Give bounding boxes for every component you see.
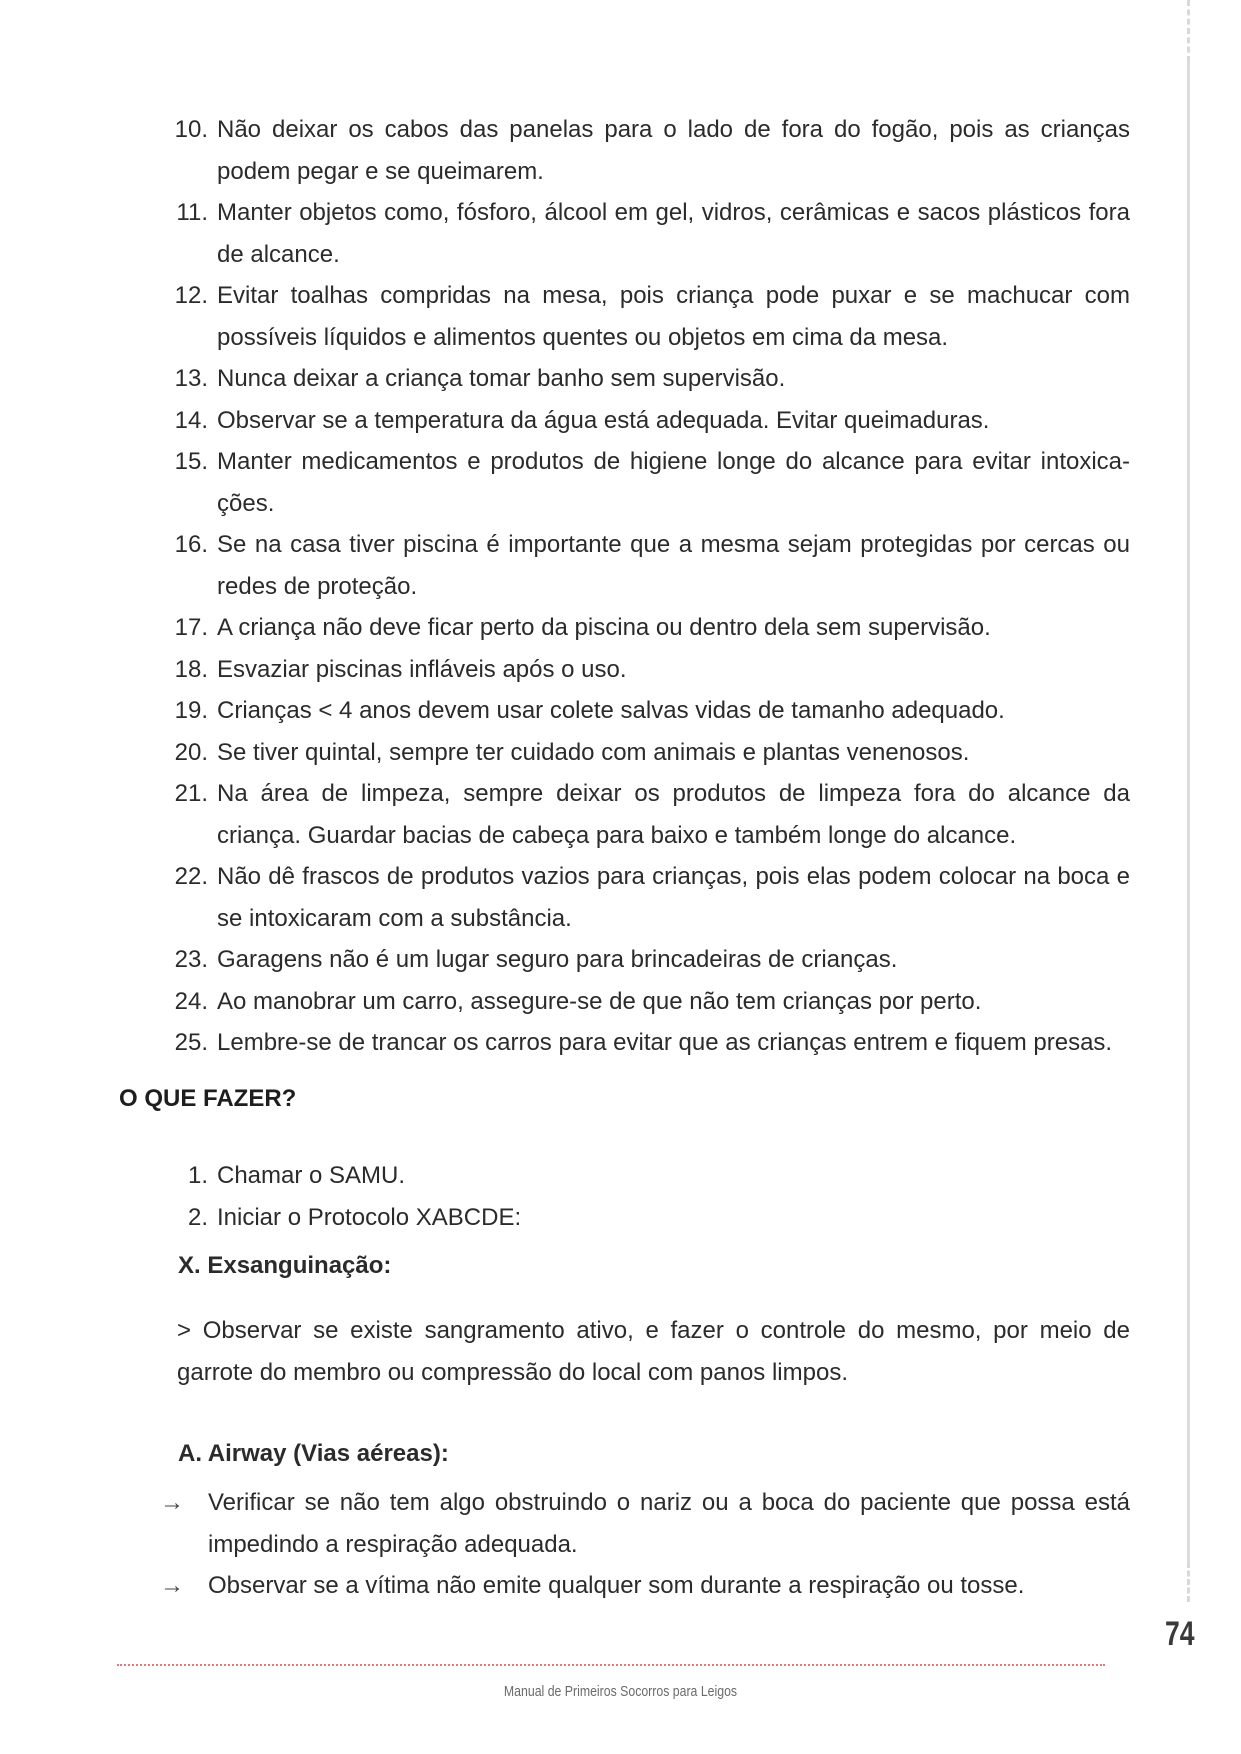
step-number: 2. (187, 1203, 208, 1231)
list-item (120, 400, 1130, 442)
airway-text: Observar se a vítima não emite qualquer som durante a respiração ou tosse. (208, 1572, 1025, 1599)
page-number: 74 (1165, 1615, 1195, 1653)
list-item (120, 524, 1130, 607)
x-subtitle: X. Exsanguinação: (178, 1252, 392, 1279)
item-text: Se tiver quintal, sempre ter cuidado com animais e plantas venenosos. (217, 738, 970, 766)
item-text: Lembre-se de trancar os carros para evitar que as crianças entrem e fiquem presas. (217, 1029, 1113, 1056)
list-item (120, 732, 1130, 774)
item-text: Evitar toalhas compridas na mesa, pois criança pode puxar e se machucar com possíveis líquidos e alimentos quentes ou objetos em cima da mesa. (217, 282, 1130, 351)
item-number: 16. (174, 531, 208, 558)
airway-item (160, 1565, 1130, 1607)
footer-title: Manual de Primeiros Socorros para Leigos (503, 1683, 738, 1700)
arrow-right-icon: → (160, 1572, 184, 1599)
item-number: 21. (174, 780, 208, 807)
section-title: O QUE FAZER? (119, 1085, 297, 1112)
x-paragraph: > Observar se existe sangramento ativo, e fazer o controle do mesmo, por meio de garrote do membro ou compressão do local com panos limpos. (177, 1317, 1130, 1386)
item-text: Manter medicamentos e produtos de higiene longe do alcance para evitar intoxica- ções. (217, 448, 1130, 517)
item-text: Manter objetos como, fósforo, álcool em gel, vidros, cerâmicas e sacos plásticos fora de alcance. (217, 199, 1130, 268)
steps-list (120, 1155, 1130, 1238)
list-item (120, 607, 1130, 649)
list-item (120, 773, 1130, 856)
step-text: Chamar o SAMU. (217, 1162, 406, 1189)
safety-list (120, 109, 1130, 1064)
list-item (120, 649, 1130, 691)
list-item (120, 441, 1130, 524)
item-number: 14. (174, 406, 208, 434)
list-item (120, 1022, 1130, 1064)
item-number: 18. (174, 655, 208, 683)
item-number: 22. (174, 863, 208, 890)
item-text: Nunca deixar a criança tomar banho sem supervisão. (217, 365, 786, 392)
step-number: 1. (187, 1162, 208, 1189)
item-number: 24. (174, 987, 208, 1015)
margin-rule (1187, 62, 1190, 1562)
item-number: 12. (174, 282, 208, 309)
arrow-right-icon: → (160, 1489, 184, 1516)
step-item (120, 1197, 1130, 1239)
list-item (120, 856, 1130, 939)
item-number: 17. (174, 614, 208, 641)
a-subtitle: A. Airway (Vias aéreas): (178, 1440, 449, 1467)
list-item (120, 358, 1130, 400)
item-number: 10. (174, 116, 208, 143)
item-text: A criança não deve ficar perto da piscina ou dentro dela sem supervisão. (217, 614, 991, 641)
item-text: Se na casa tiver piscina é importante que a mesma sejam protegidas por cercas ou redes de proteção. (217, 531, 1130, 600)
airway-text: Verificar se não tem algo obstruindo o nariz ou a boca do paciente que possa está impedindo a respiração adequada. (208, 1489, 1130, 1558)
list-item (120, 109, 1130, 192)
item-text: Não dê frascos de produtos vazios para crianças, pois elas podem colocar na boca e se intoxicaram com a substância. (217, 863, 1130, 932)
airway-item (160, 1482, 1130, 1565)
item-text: Ao manobrar um carro, assegure-se de que não tem crianças por perto. (217, 987, 982, 1015)
item-number: 20. (174, 738, 208, 766)
list-item (120, 275, 1130, 358)
item-number: 23. (174, 946, 208, 973)
list-item (120, 981, 1130, 1023)
step-item (120, 1155, 1130, 1197)
list-item (120, 192, 1130, 275)
item-text: Na área de limpeza, sempre deixar os produtos de limpeza fora do alcance da criança. Guardar bacias de cabeça para baixo e também longe do alcance. (217, 780, 1130, 849)
item-text: Não deixar os cabos das panelas para o lado de fora do fogão, pois as crianças podem pegar e se queimarem. (217, 116, 1130, 185)
item-number: 13. (174, 365, 208, 392)
item-number: 19. (174, 697, 208, 724)
list-item (120, 939, 1130, 981)
margin-rule-dashed-bottom (1187, 1562, 1190, 1602)
item-text: Crianças < 4 anos devem usar colete salvas vidas de tamanho adequado. (217, 697, 1005, 724)
footer-divider (117, 1664, 1105, 1666)
item-text: Esvaziar piscinas infláveis após o uso. (217, 655, 627, 683)
item-text: Garagens não é um lugar seguro para brincadeiras de crianças. (217, 946, 898, 973)
item-text: Observar se a temperatura da água está adequada. Evitar queimaduras. (217, 406, 990, 434)
item-number: 11. (176, 199, 208, 226)
airway-list (160, 1482, 1130, 1607)
item-number: 15. (174, 448, 208, 475)
list-item (120, 690, 1130, 732)
step-text: Iniciar o Protocolo XABCDE: (217, 1203, 522, 1231)
item-number: 25. (174, 1029, 208, 1056)
margin-rule-dashed-top (1187, 0, 1190, 62)
